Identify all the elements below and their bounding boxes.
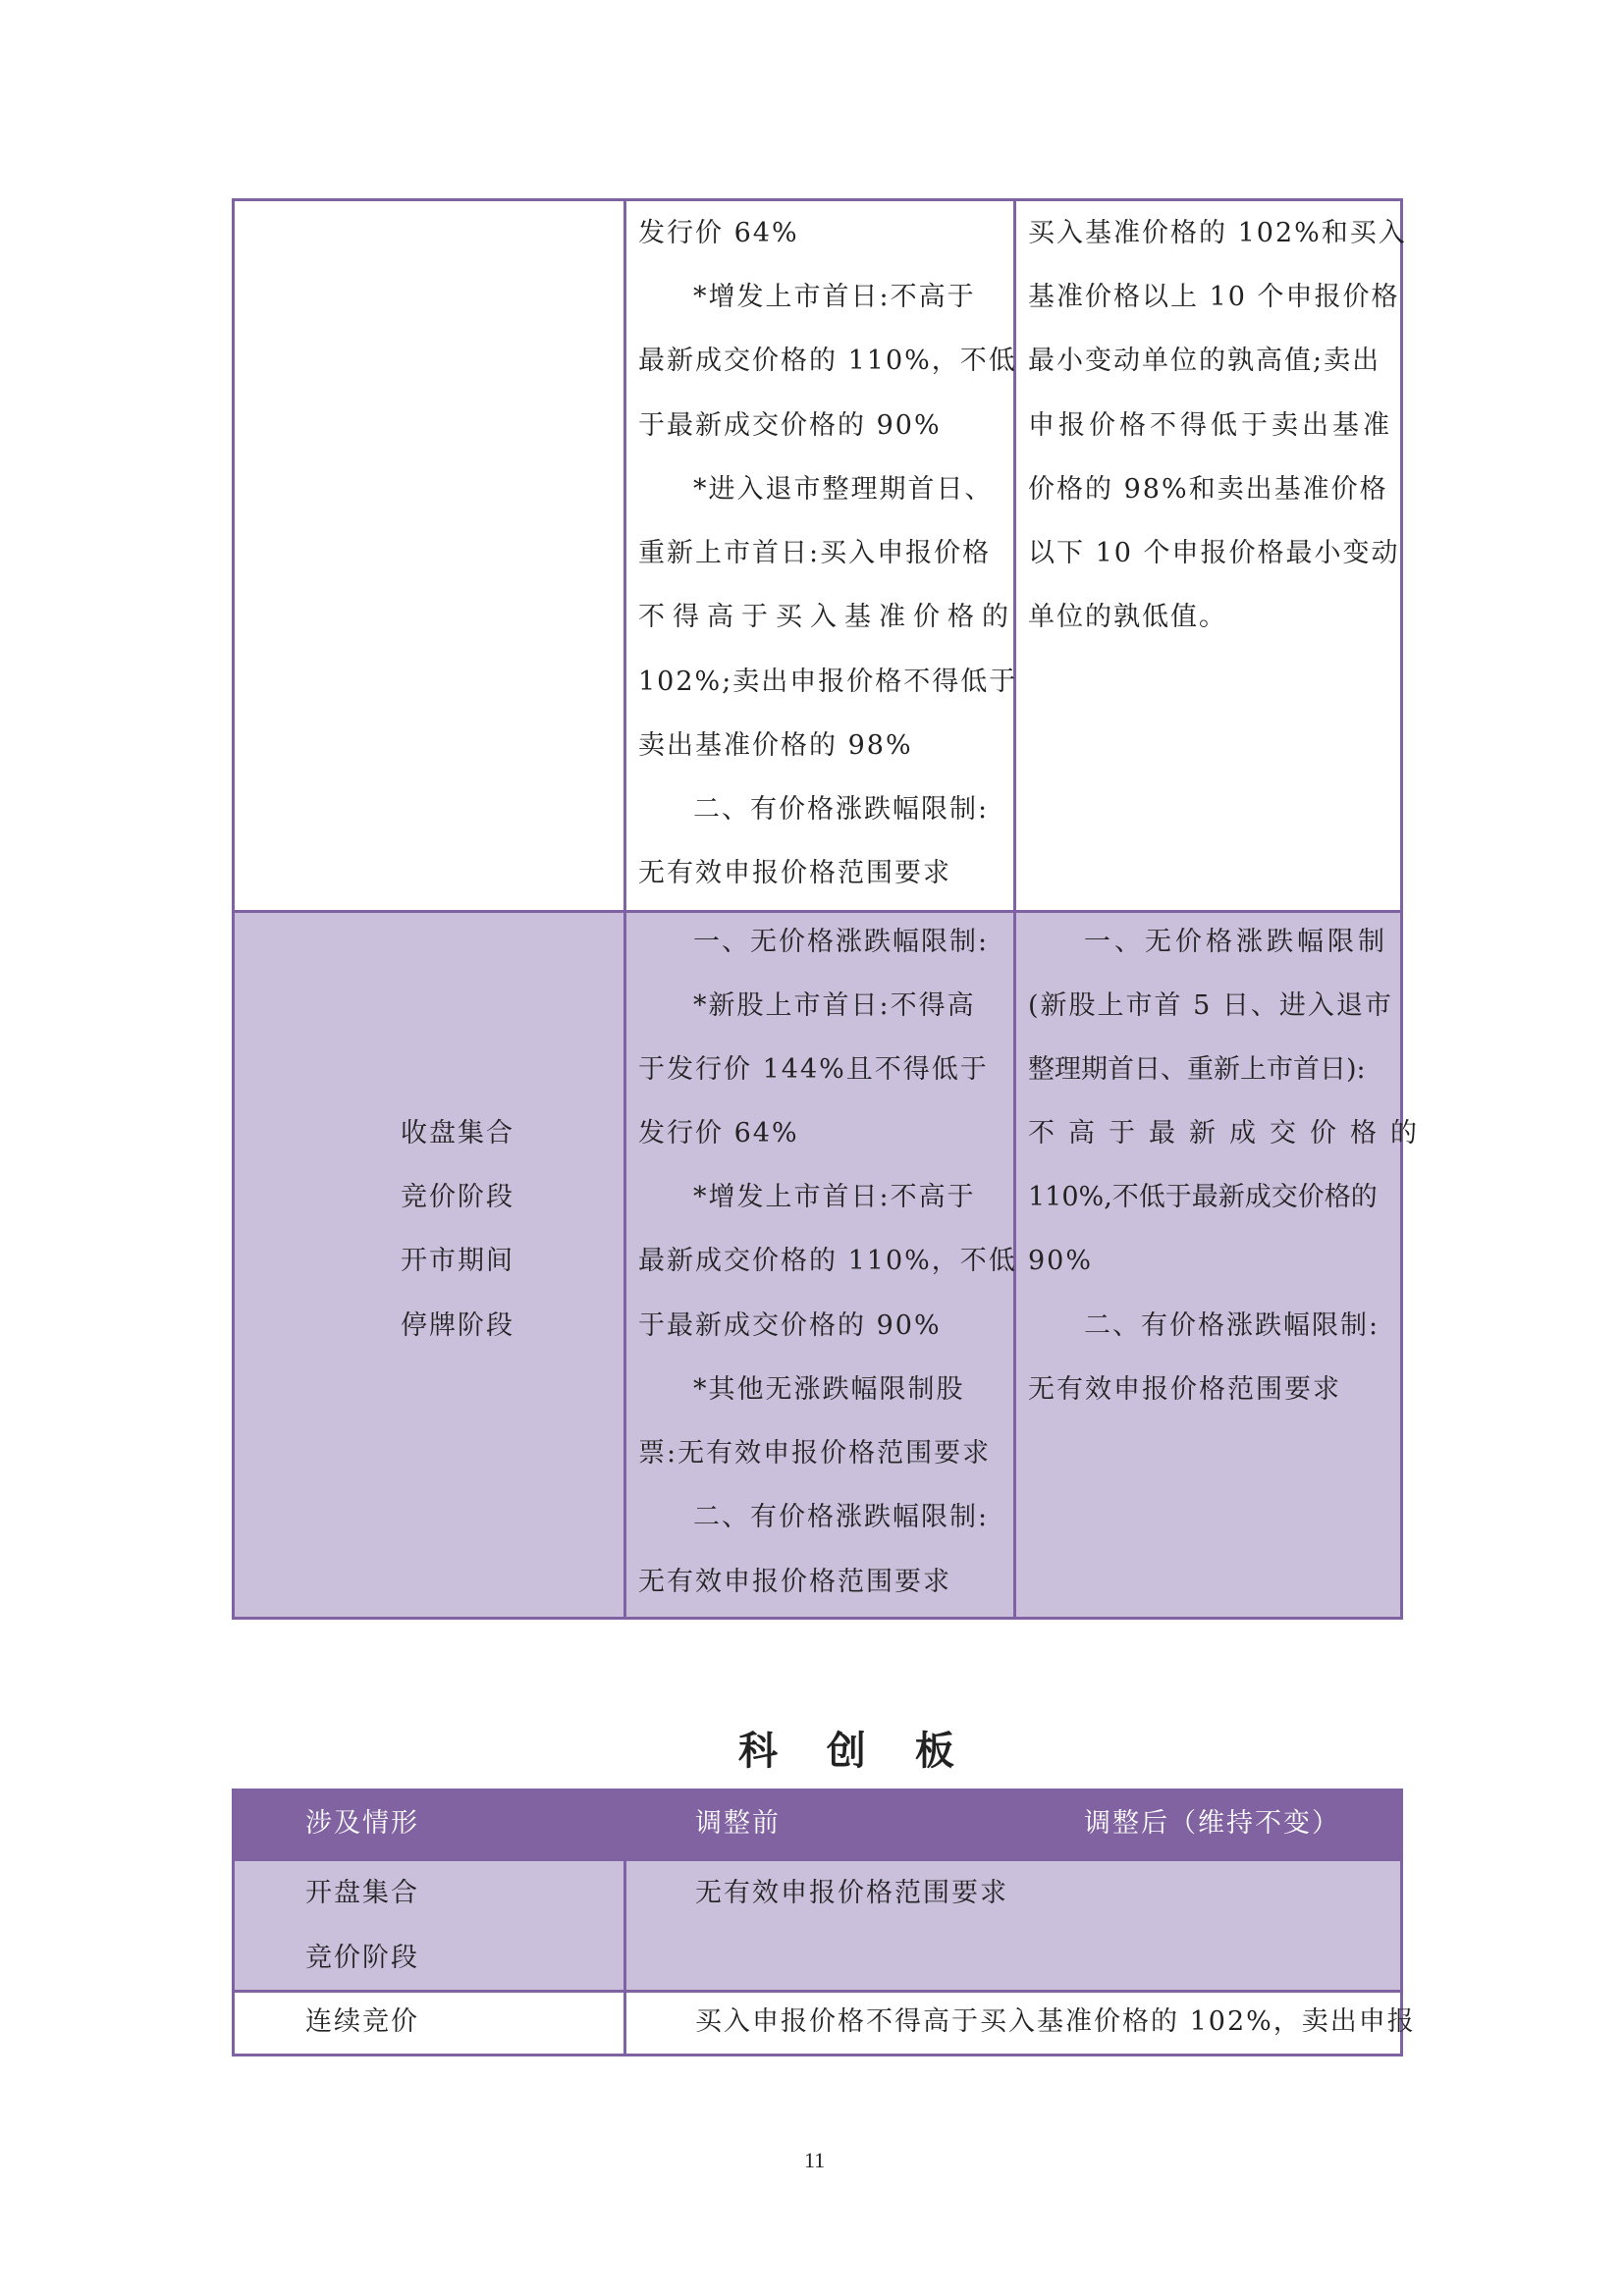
text-line: 买入基准价格的 102%和买入 bbox=[1028, 218, 1407, 248]
text-line: 重新上市首日:买入申报价格 bbox=[638, 538, 992, 568]
text-line: 一、无价格涨跌幅限制: bbox=[693, 927, 990, 957]
text-line: 发行价 64% bbox=[638, 218, 799, 248]
text-line: 收盘集合 bbox=[401, 1118, 514, 1148]
col-divider bbox=[623, 1861, 626, 2054]
text-line: 二、有价格涨跌幅限制: bbox=[693, 794, 990, 825]
text-line: 停牌阶段 bbox=[401, 1310, 514, 1341]
text-line: 二、有价格涨跌幅限制: bbox=[693, 1502, 990, 1532]
text-line: *增发上市首日:不高于 bbox=[693, 282, 976, 312]
text-line: 不得高于买入基准价格的 bbox=[638, 602, 1016, 632]
text-line: 单位的孰低值。 bbox=[1028, 602, 1227, 632]
text-line: 无有效申报价格范围要求 bbox=[638, 1567, 951, 1597]
col-divider-1 bbox=[623, 201, 626, 1617]
text-line: 一、无价格涨跌幅限制 bbox=[1084, 927, 1388, 957]
text-line: 开市期间 bbox=[401, 1246, 514, 1276]
text-line: 最小变动单位的孰高值;卖出 bbox=[1028, 346, 1381, 376]
row-label: 竞价阶段 bbox=[305, 1943, 419, 1973]
text-line: 以下 10 个申报价格最小变动 bbox=[1028, 538, 1400, 568]
text-line: *新股上市首日:不得高 bbox=[693, 990, 976, 1021]
text-line: 无有效申报价格范围要求 bbox=[638, 858, 951, 888]
text-line: 最新成交价格的 110%，不低 bbox=[638, 346, 1017, 376]
text-line: 90% bbox=[1028, 1246, 1094, 1276]
text-line: *增发上市首日:不高于 bbox=[693, 1182, 976, 1212]
text-line: 于最新成交价格的 90% bbox=[638, 410, 942, 441]
row-divider bbox=[235, 1990, 1400, 1993]
text-line: 于发行价 144%且不得低于 bbox=[638, 1054, 989, 1085]
text-line: 竞价阶段 bbox=[401, 1182, 514, 1212]
text-line: 价格的 98%和卖出基准价格 bbox=[1028, 474, 1388, 505]
text-line: *进入退市整理期首日、 bbox=[693, 474, 994, 505]
text-line: 整理期首日、重新上市首日): bbox=[1028, 1054, 1366, 1085]
header-scenario: 涉及情形 bbox=[305, 1808, 419, 1839]
row-label: 开盘集合 bbox=[305, 1878, 419, 1908]
text-line: 票:无有效申报价格范围要求 bbox=[638, 1438, 992, 1468]
text-line: 申报价格不得低于卖出基准 bbox=[1028, 410, 1393, 441]
text-line: (新股上市首 5 日、进入退市 bbox=[1028, 990, 1393, 1021]
col-divider-2 bbox=[1013, 201, 1016, 1617]
row-divider bbox=[235, 910, 1400, 913]
header-before: 调整前 bbox=[695, 1808, 781, 1839]
section-title: 科 创 板 bbox=[738, 1728, 972, 1774]
text-line: 于最新成交价格的 90% bbox=[638, 1310, 942, 1341]
page-number: 11 bbox=[804, 2148, 826, 2172]
text-line: 基准价格以上 10 个申报价格 bbox=[1028, 282, 1400, 312]
text-line: 二、有价格涨跌幅限制: bbox=[1084, 1310, 1380, 1341]
text-line: 最新成交价格的 110%，不低 bbox=[638, 1246, 1017, 1276]
text-line: 102%;卖出申报价格不得低于 bbox=[638, 667, 1018, 697]
text-line: 110%,不低于最新成交价格的 bbox=[1028, 1182, 1378, 1212]
row-content: 买入申报价格不得高于买入基准价格的 102%，卖出申报 bbox=[695, 2006, 1416, 2037]
text-line: *其他无涨跌幅限制股 bbox=[693, 1374, 965, 1405]
row-label: 连续竞价 bbox=[305, 2006, 419, 2037]
row-content: 无有效申报价格范围要求 bbox=[695, 1878, 1008, 1908]
text-line: 不高于最新成交价格的 bbox=[1028, 1118, 1431, 1148]
header-after: 调整后（维持不变） bbox=[1084, 1808, 1340, 1839]
text-line: 卖出基准价格的 98% bbox=[638, 730, 913, 761]
text-line: 无有效申报价格范围要求 bbox=[1028, 1374, 1341, 1405]
text-line: 发行价 64% bbox=[638, 1118, 799, 1148]
